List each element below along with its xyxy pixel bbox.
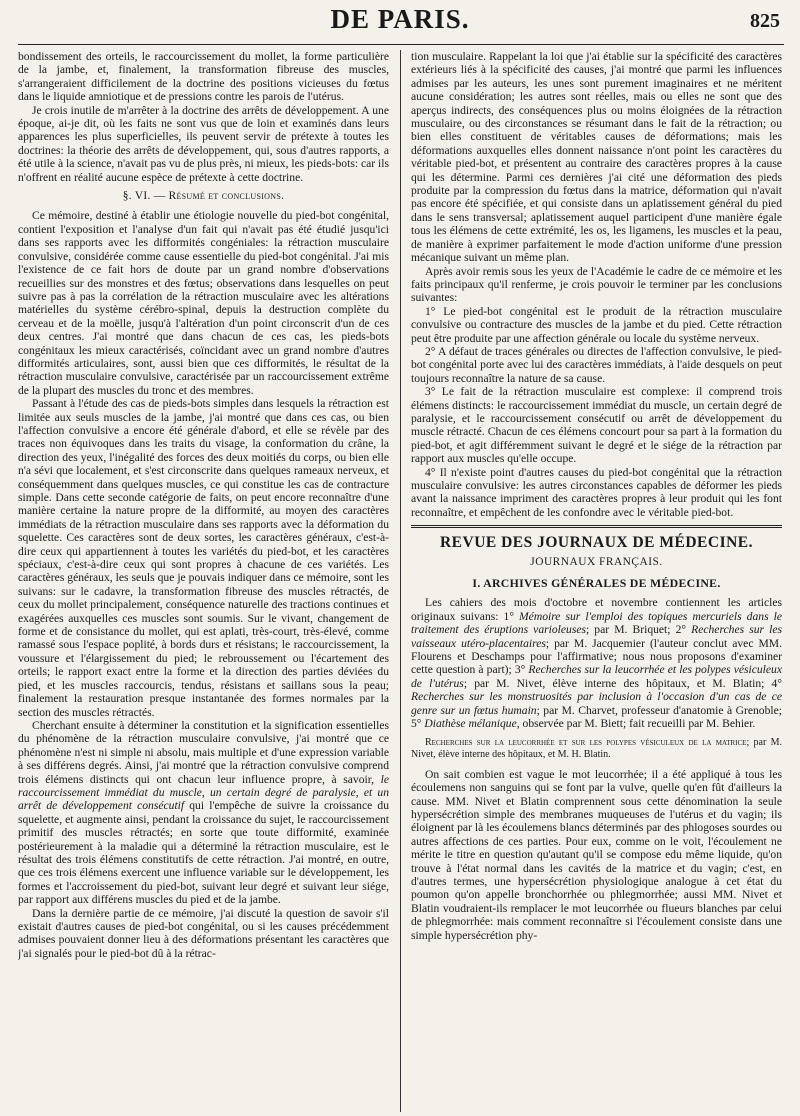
article-heading — [411, 737, 782, 762]
conclusion-item: 3° Le fait de la rétraction musculaire est complexe: il comprend trois élémens distincts: le raccourcissement immédiat du muscle, un certain degré de paralysie, et le raccourcissement consécutif ou arrêt de développement du muscle rétracté. Chacun de ces élémens concourt pour sa part à la formation du pied-bot, et agit différemment suivant le degré et le siége de la rétraction par rapport aux muscles qu'elle occupe. — [411, 385, 782, 466]
paragraph: On sait combien est vague le mot leucorrhée; il a été appliqué à tous les écoulemens non sanguins qui se font par la vulve, quelle qu'en fût d'ailleurs la cause. MM. Nivet et Blatin comprennent sous cette dénomination la seule hypersécrétion simple des membranes muqueuses de l'utérus et du vagin; ils éloignent par là les écoulemens blancs déterminés par des phlogoses sourdes ou autres affections de ces parties. Pour eux, comme on le voit, l'écoulement ne mérite le titre en question qu'autant qu'il se compose edu même liquide, qu'on trouve à l'état normal dans les cavités de la matrice et du vagin; c'est, en d'autres termes, une hypersécrétion physiologique analogue à cet état du poumon qu'on appelle bronchorrhée ou phlegmorrhée; aussi MM. Nivet et Blatin voudraient-ils remplacer le mot leucorrhée ou flueurs blanches par celui de phlegmorrhée: mais comment reconnaître si l'écoulement consiste dans une simple hypersécrétion phy- — [411, 767, 782, 942]
paragraph — [411, 596, 782, 730]
text-run: Cherchant ensuite à déterminer la constitution et la signification essentielles du phénomène de la rétraction musculaire convulsive, j'ai montré que ce phénomène n'est ni simple ni absolu, mais multiple et d'une expression variable à ses différens degrés. Ainsi, j'ai montré que la rétraction convulsive comprend trois élémens distincts qui ont chacun leur influence propre, à savoir, — [18, 718, 389, 786]
text-run: , observée par M. Biett; fait recueilli par M. Behier. — [516, 717, 756, 731]
paragraph: Dans la dernière partie de ce mémoire, j'ai discuté la question de savoir s'il existait d'autres causes de pied-bot congénital, ou si les causes précédemment admises pouvaient donner lieu à des déformations présentant les caractères que j'ai signalés pour le pied-bot dû à la rétrac- — [18, 906, 389, 960]
conclusion-item: 1° Le pied-bot congénital est le produit de la rétraction musculaire convulsive ou contracture des muscles de la jambe et du pied. Cette rétraction peut être produite par une affection générale ou locale du système nerveux. — [411, 304, 782, 345]
italic-text-run: Recherches sur les monstruosités par inclusion à l'occasion d'un cas de ce genre sur un fœtus humain — [411, 690, 782, 717]
article-authors: ; par M. Nivet, élève interne des hôpitaux, et M. H. Blatin. — [411, 736, 782, 761]
running-head — [0, 4, 800, 44]
left-column — [18, 50, 389, 1112]
text-run: qui l'empêche de suivre la croissance du squelette, et augmente ainsi, pendant la croissance du sujet, le raccourcissement primitif des muscles rétractés; en sorte que toute difformité, examinée postérieurement à la maladie qui a déterminé la rétraction musculaire, est le résultat des trois élémens constitutifs de cette rétraction. J'ai montré, en outre, que ces trois élémens exercent une influence variable sur le développement, les formes et l'accroissement du pied-bot, suivant leur degré et suivant leur siége, par rapport aux différens muscles du pied et de la jambe. — [18, 799, 389, 907]
section-rule — [411, 525, 782, 528]
archives-heading: I. ARCHIVES GÉNÉRALES DE MÉDECINE. — [472, 576, 721, 591]
italic-text-run: Mémoire sur l'emploi des topiques mercuriels dans le traitement des éruptions varioleuses — [411, 609, 782, 637]
italic-text-run: Diathèse mélanique — [424, 717, 517, 731]
paragraph: Après avoir remis sous les yeux de l'Académie le cadre de ce mémoire et les faits principaux qu'il renferme, je crois pouvoir le terminer par les conclusions suivantes: — [411, 264, 782, 305]
text-run: ; par M. Nivet, élève interne des hôpitaux, et M. Blatin; 4° — [463, 676, 782, 690]
journaux-heading: JOURNAUX FRANÇAIS. — [530, 555, 663, 568]
column-divider — [400, 50, 401, 1112]
text-run: ; par M. Charvet, professeur d'anatomie à Grenoble; 5° — [411, 703, 782, 731]
revue-title: REVUE DES JOURNAUX DE MÉDECINE. — [439, 534, 754, 552]
article-title: Recherches sur la leucorrhée et sur les polypes vésiculeux de la matrice — [425, 736, 747, 748]
conclusion-item: 4° Il n'existe point d'autres causes du pied-bot congénital que la rétraction musculaire convulsive: les autres circonstances capables de déformer les pieds avant la naissance impriment des caractères propres à leur produit qui les font reconnaître, et empêchent de les confondre avec le véritable pied-bot. — [411, 465, 782, 519]
paragraph: Je crois inutile de m'arrêter à la doctrine des arrêts de développement. A une époque, ai-je dit, où les faits ne sont vus que de loin et examinés dans leurs apparences les plus superficielles, ils peuvent servir de prétexte à toutes les doctrines: la théorie des arrêts de développement, qui, sous d'autres rapports, a été utile à la science, n'avait pas vu de plus près, ni mieux, les pieds-bots: car ils n'offrent en réalité aucune espèce de prétexte à cette doctrine. — [18, 103, 389, 184]
text-run: Les cahiers des mois d'octobre et novembre contiennent les articles originaux suivans: 1° — [411, 596, 782, 623]
text-run: ; par M. Briquet; 2° — [586, 623, 692, 637]
right-column — [411, 50, 782, 1112]
italic-text-run: le raccourcissement immédiat du muscle, un certain degré de paralysie, et un arrêt de développement consécutif — [18, 772, 389, 813]
paragraph: Ce mémoire, destiné à établir une étiologie nouvelle du pied-bot congénital, contient l'exposition et l'analyse d'un fait qui n'avait pas été étudié jusqu'ici dans ses rapports avec les difformités congéniales: la rétraction musculaire convulsive, considérée comme cause essentielle du pied-bot congénital. J'ai mis l'existence de ce fait hors de doute par un grand nombre d'observations recueillies sur des monstres et des fœtus; observations dans lesquelles on peut suivre pas à pas la corrélation de la rétraction musculaire avec les altérations matérielles du système cérébro-spinal, depuis la destruction complète du cerveau et de la moëlle, jusqu'à l'altération d'un point circonscrit d'un de ces deux centres. J'ai montré que dans chacun de ces cas, les pieds-bots congénitaux les mieux caractérisés, coïncidant avec un grand nombre d'autres difformités articulaires, sont, aussi bien que ces difformités, le résultat de la rétraction musculaire convulsive, caractérisée par un raccourcissement extrême de la plupart des muscles du tronc et des membres. — [18, 209, 389, 397]
paragraph: bondissement des orteils, le raccourcissement du mollet, la forme particulière de la jambe, et, finalement, la transformation fibreuse des muscles, s'arrangeraient difficilement de la doctrine des positions vicieuses du fœtus dans le liquide amniotique et de pressions contre les parois de l'utérus. — [18, 50, 389, 104]
page-title: DE PARIS. — [330, 4, 470, 34]
paragraph: tion musculaire. Rappelant la loi que j'ai établie sur la spécificité des caractères extérieurs liés à la spécificité des causes, j'ai montré que parmi les influences admises par les auteurs, les unes sont purement imaginaires et ne méritent aucune considération; les autres sont réelles, mais ou elles ne sont que des aperçus indirects, des conséquences plus ou moins éloignées de la rétraction musculaire, ou des circonstances se résumant dans le fait de la rétraction; ou bien elles constituent de véritables causes de déformations; mais les déformations auxquelles elles donnent naissance n'ont point les caractères du véritable pied-bot, et présentent au contraire des caractères propres à la cause qui les détermine. Parmi ces dernières j'ai cité une déformation des pieds produite par la compression du fœtus dans la matrice, déformation qui n'avait pas encore été spécifiée, et qui consiste dans un aplatissement général du pied dans le sens transversal; aplatissement auquel participent d'une manière égale tous les élémens de cette extrémité, les os, les ligamens, les muscles et la peau, de manière à exprimer parfaitement le mode d'action uniforme d'une pression mécanique suivant un même plan. — [411, 50, 782, 265]
paragraph — [18, 719, 389, 907]
header-rule — [18, 44, 784, 45]
text-run: ; par M. Jacquemier (l'auteur conclut avec MM. Flourens et Deschamps pour l'affirmative; nous nous proposons d'examiner cette question à part); 3° — [411, 636, 782, 677]
paragraph: Passant à l'étude des cas de pieds-bots simples dans lesquels la rétraction est limitée aux seuls muscles de la jambe, j'ai montré que dans ces cas, ou bien l'affection convulsive a encore été générale d'abord, et elle se révèle par des traces non équivoques dans les traits du visage, la conformation du crâne, la direction des yeux, l'inégalité des forces des deux moitiés du corps, ou bien elle n'a sévi que localement, et s'est circonscrite dans quelques rameaux nerveux, et conséquemment dans quelques muscles, ce qui constitue les cas de contracture simple. Dans cette seconde catégorie de faits, on peut encore reconnaître d'une manière certaine la nature propre de la difformité, au moyen des caractères immédiats de la rétraction musculaire dans ses rapports avec la déformation du squelette. Ces caractères sont de deux sortes, les caractères généraux, c'est-à-dire ceux qui appartiennent à toutes les variétés du pied-bot, et les caractères spéciaux, c'est-à-dire ceux qui sont propres à chacune de ces variétés. Les caractères généraux, les seuls que je pouvais indiquer dans ce mémoire, sont les suivans: sur le cadavre, la transformation fibreuse des muscles rétractés, de ceux du mollet principalement, conséquence naturelle des tractions continues et exagérées auxquelles ces muscles sont soumis. Sur le vivant, changement de forme et de consistance du mollet, qui est aplati, très-court, très-élevé, comme ramassé sous l'espace poplité, à bords durs et résistans; le raccourcissement, la voussure et l'élargissement du pied; le rebroussement ou l'écartement des orteils; le rapport exact entre la forme et la direction des parties déviées du pied, et les muscles raccourcis, tendus, résistans et saillans sous la peau; finalement la restauration presque instantanée des formes normales par la section des muscles rétractés. — [18, 397, 389, 719]
italic-text-run: Recherches sur les vaisseaux utéro-placentaires — [411, 623, 782, 650]
conclusion-item: 2° A défaut de traces générales ou directes de l'affection convulsive, le pied-bot congénital porte avec lui des caractères immédiats, à l'aide desquels on peut toujours reconnaître la nature de sa cause. — [411, 344, 782, 385]
section-heading: §. VI. — Résumé et conclusions. — [122, 190, 285, 203]
page-number: 825 — [750, 10, 780, 32]
italic-text-run: Recherches sur la leucorrhée et les polypes vésiculeux de l'utérus — [411, 663, 782, 690]
